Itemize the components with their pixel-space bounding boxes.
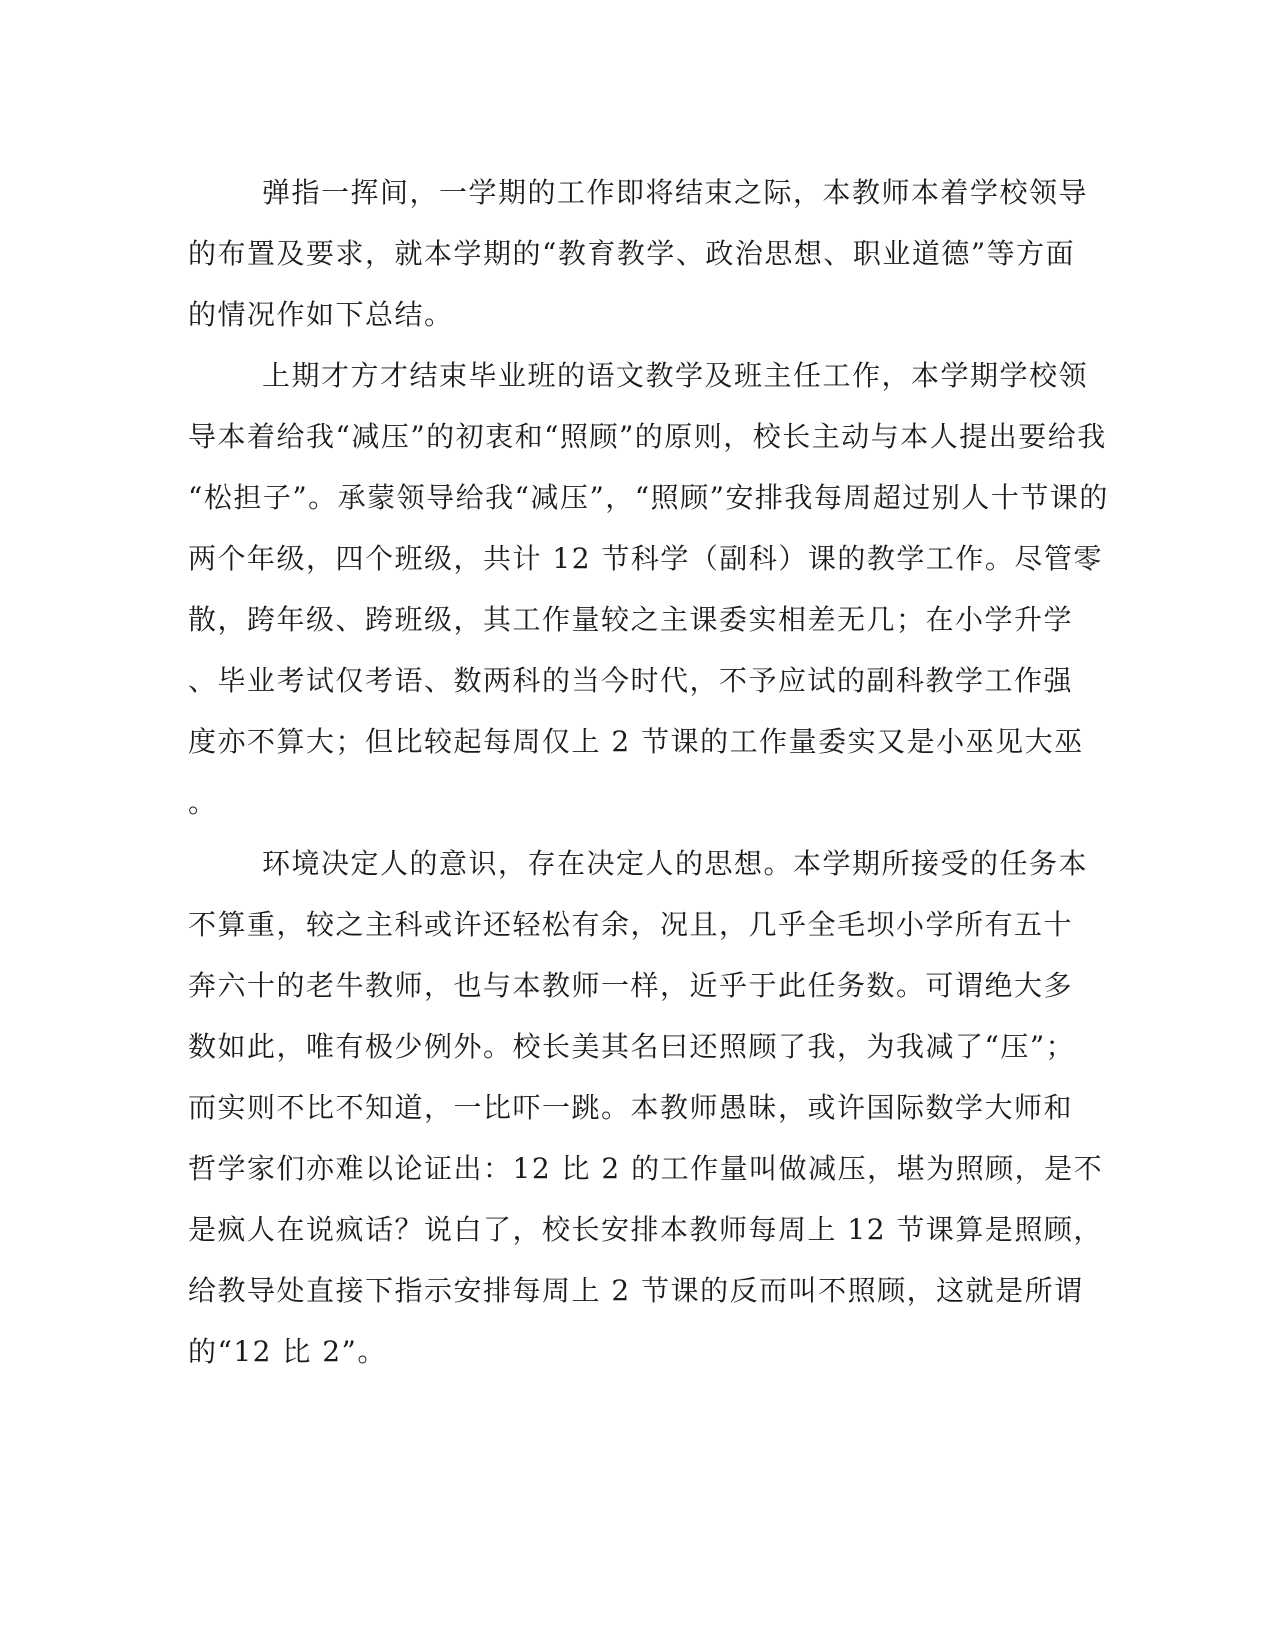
text-line: 上期才方才结束毕业班的语文教学及班主任工作，本学期学校领: [262, 359, 1089, 392]
text-line: 是疯人在说疯话？说白了，校长安排本教师每周上 12 节课算是照顾，: [188, 1213, 1103, 1246]
text-line: 数如此，唯有极少例外。校长美其名曰还照顾了我，为我减了“压”；: [188, 1030, 1076, 1063]
text-line: 两个年级，四个班级，共计 12 节科学（副科）课的教学工作。尽管零: [188, 542, 1103, 575]
text-line: 不算重，较之主科或许还轻松有余，况且，几乎全毛坝小学所有五十: [188, 908, 1074, 941]
paragraph-1: [188, 162, 1089, 345]
text-line: 环境决定人的意识，存在决定人的思想。本学期所接受的任务本: [262, 847, 1089, 880]
text-line: 。: [188, 786, 218, 819]
text-line: 哲学家们亦难以论证出：12 比 2 的工作量叫做减压，堪为照顾，是不: [188, 1152, 1104, 1185]
text-line: “松担子”。承蒙领导给我“减压”，“照顾”安排我每周超过别人十节课的: [188, 481, 1109, 514]
text-line: 的布置及要求，就本学期的“教育教学、政治思想、职业道德”等方面: [188, 237, 1076, 270]
paragraph-3: [188, 833, 1104, 1382]
document-body: [188, 162, 1109, 1382]
text-line: 而实则不比不知道，一比吓一跳。本教师愚昧，或许国际数学大师和: [188, 1091, 1074, 1124]
text-line: 散，跨年级、跨班级，其工作量较之主课委实相差无几；在小学升学: [188, 603, 1074, 636]
text-line: 弹指一挥间，一学期的工作即将结束之际，本教师本着学校领导: [262, 176, 1089, 209]
text-line: 给教导处直接下指示安排每周上 2 节课的反而叫不照顾，这就是所谓: [188, 1274, 1084, 1307]
paragraph-2: [188, 345, 1109, 833]
text-line: 、毕业考试仅考语、数两科的当今时代，不予应试的副科教学工作强: [188, 664, 1074, 697]
text-line: 导本着给我“减压”的初衷和“照顾”的原则，校长主动与本人提出要给我: [188, 420, 1107, 453]
text-line: 的情况作如下总结。: [188, 298, 454, 331]
text-line: 奔六十的老牛教师，也与本教师一样，近乎于此任务数。可谓绝大多: [188, 969, 1074, 1002]
text-line: 的“12 比 2”。: [188, 1335, 387, 1368]
text-line: 度亦不算大；但比较起每周仅上 2 节课的工作量委实又是小巫见大巫: [188, 725, 1084, 758]
